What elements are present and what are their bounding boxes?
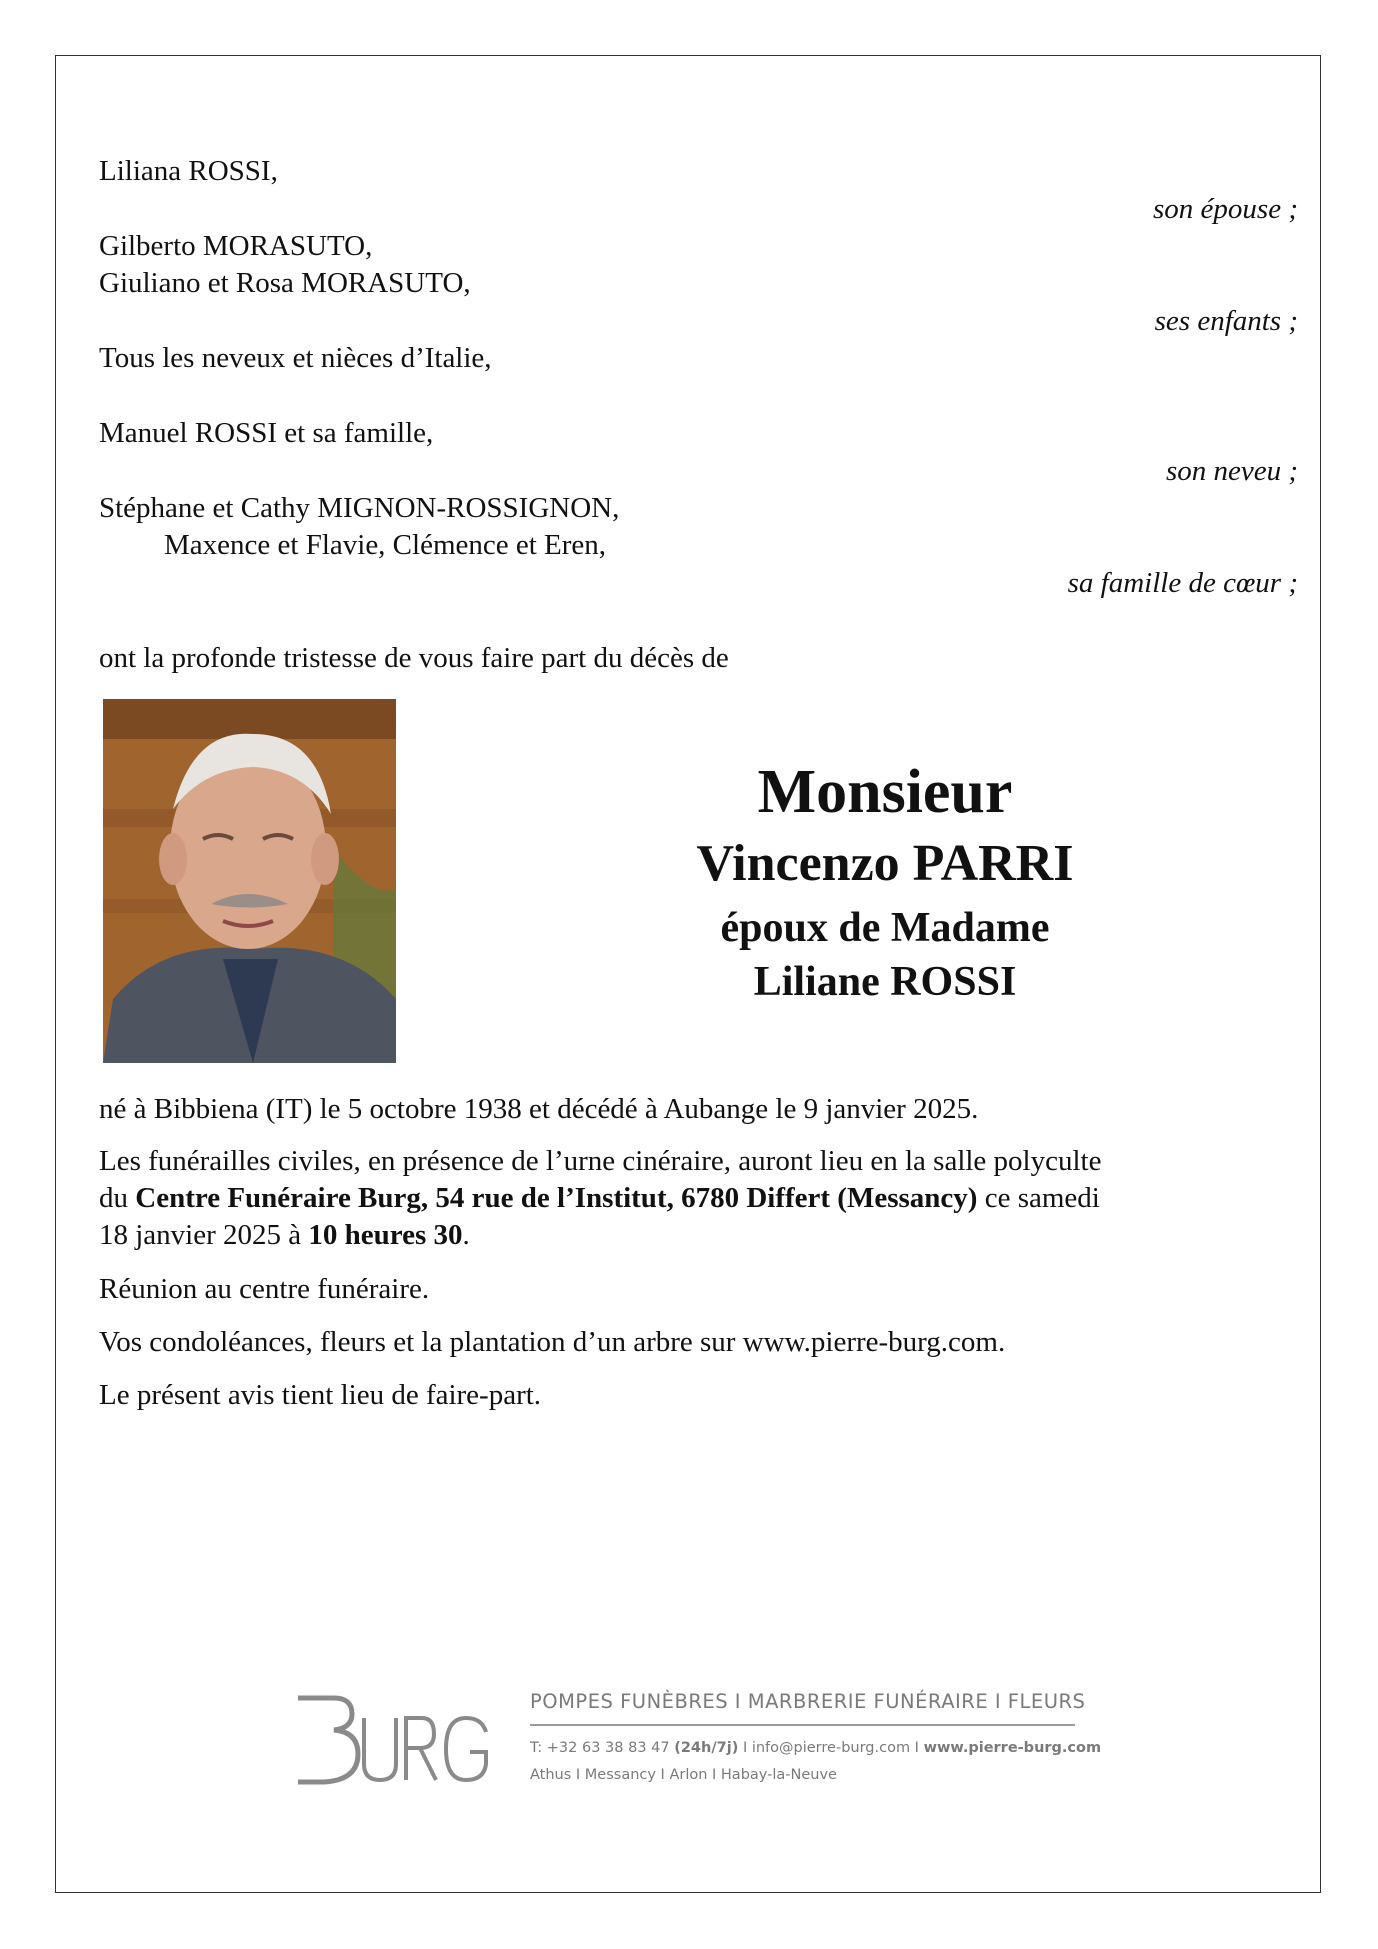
portrait-photo xyxy=(103,699,396,1063)
burg-logo xyxy=(294,1680,494,1790)
condolences-line: Vos condoléances, fleurs et la plantation d’un arbre sur www.pierre-burg.com. xyxy=(99,1326,1006,1358)
portrait-illustration xyxy=(103,699,396,1063)
footer-locations: Athus I Messancy I Arlon I Habay-la-Neuve xyxy=(530,1767,837,1783)
footer-contact xyxy=(530,1740,1101,1756)
funeral-time: 10 heures 30 xyxy=(308,1219,463,1251)
footer-divider xyxy=(530,1724,1075,1726)
footer-website[interactable]: www.pierre-burg.com xyxy=(923,1740,1102,1756)
funeral-line-1: Les funérailles civiles, en présence de l’urne cinéraire, auront lieu en la salle polyculte xyxy=(99,1145,1102,1177)
funeral-line-2-suffix: ce samedi xyxy=(977,1182,1100,1214)
footer-email[interactable]: I info@pierre-burg.com I xyxy=(738,1740,924,1756)
relation-heart-family: sa famille de cœur ; xyxy=(1067,567,1298,599)
relation-spouse: son épouse ; xyxy=(1153,193,1298,225)
relation-nephew: son neveu ; xyxy=(1165,455,1298,487)
family-line-heart-children: Maxence et Flavie, Clémence et Eren, xyxy=(164,529,607,561)
deceased-title: Monsieur xyxy=(757,758,1013,826)
funeral-line-3-end: . xyxy=(462,1219,470,1251)
footer-phone-hours: (24h/7j) xyxy=(674,1740,739,1756)
relation-children: ses enfants ; xyxy=(1154,305,1298,337)
funeral-line-3 xyxy=(99,1218,470,1252)
family-line-nephews-italy: Tous les neveux et nièces d’Italie, xyxy=(99,342,492,374)
family-line-child-2: Giuliano et Rosa MORASUTO, xyxy=(99,267,471,299)
birth-death-line: né à Bibbiena (IT) le 5 octobre 1938 et décédé à Aubange le 9 janvier 2025. xyxy=(99,1093,979,1125)
family-line-spouse: Liliana ROSSI, xyxy=(99,155,278,187)
funeral-line-2 xyxy=(99,1181,1100,1215)
spouse-name: Liliane ROSSI xyxy=(753,959,1017,1005)
footer-services: POMPES FUNÈBRES I MARBRERIE FUNÉRAIRE I FLEURS xyxy=(530,1690,1086,1713)
deceased-name: Vincenzo PARRI xyxy=(696,835,1074,892)
intro-sentence: ont la profonde tristesse de vous faire part du décès de xyxy=(99,642,729,674)
family-line-child-1: Gilberto MORASUTO, xyxy=(99,230,373,262)
footer-phone: T: +32 63 38 83 47 xyxy=(530,1740,675,1756)
family-line-nephew: Manuel ROSSI et sa famille, xyxy=(99,417,434,449)
reunion-line: Réunion au centre funéraire. xyxy=(99,1273,430,1305)
notice-line: Le présent avis tient lieu de faire-part. xyxy=(99,1379,542,1411)
funeral-date: 18 janvier 2025 à xyxy=(99,1219,309,1251)
funeral-venue: Centre Funéraire Burg, 54 rue de l’Institut, 6780 Differt (Messancy) xyxy=(135,1182,978,1214)
family-line-heart-family: Stéphane et Cathy MIGNON-ROSSIGNON, xyxy=(99,492,620,524)
funeral-line-2-prefix: du xyxy=(99,1182,136,1214)
spouse-line: époux de Madame xyxy=(720,905,1050,951)
